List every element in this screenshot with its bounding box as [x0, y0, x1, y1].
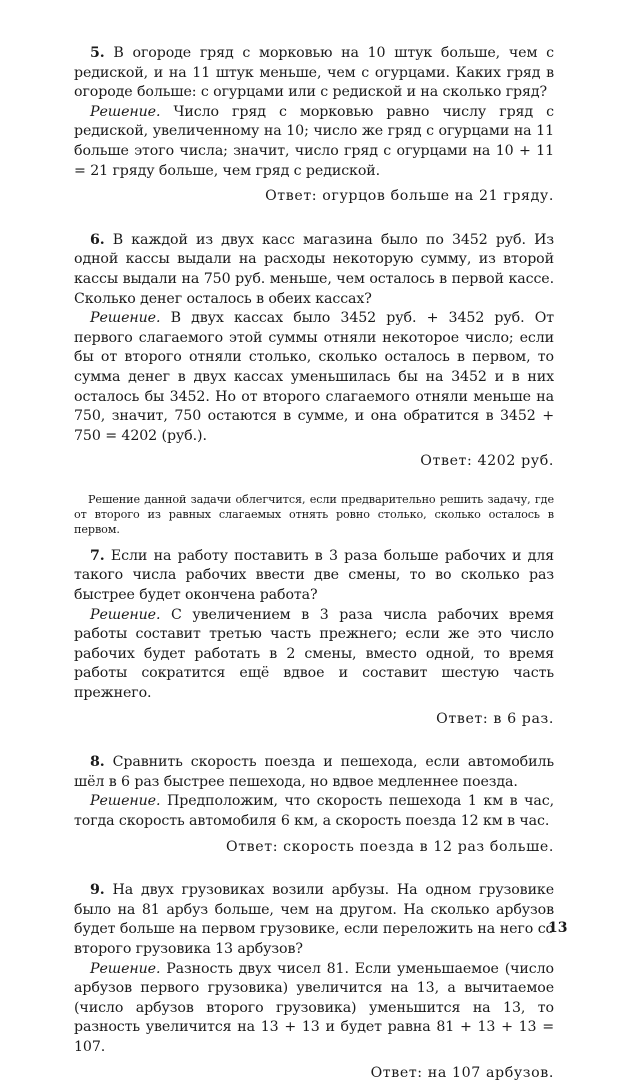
- solution-paragraph: [74, 606, 554, 704]
- solution-text: С увеличением в 3 раза числа рабочих время работы составит третью часть прежнего; если же это число рабочих будет работать в 2 смены, вместо одной, то время работы сократится ещё вдвое и составит шестую часть прежнего.: [74, 606, 554, 702]
- problem-8: [74, 753, 554, 857]
- page-number: 13: [548, 920, 568, 936]
- solution-paragraph: [74, 309, 554, 446]
- problem-statement: [74, 547, 554, 606]
- answer-line: Ответ: на 107 арбузов.: [370, 1064, 554, 1081]
- solution-text: Разность двух чисел 81. Если уменьшаемое (число арбузов первого грузовика) увеличится на 13, а вычитаемое (число арбузов второго грузовика) уменьшится на 13, то разность увеличится на 13 + 13 и будет равна 81 + 13 + 13 = 107.: [74, 960, 554, 1055]
- problem-statement: [74, 231, 554, 309]
- problem-5: [74, 44, 554, 207]
- problem-6: [74, 231, 554, 537]
- problem-text: На двух грузовиках возили арбузы. На одном грузовике было на 81 арбуз больше, чем на другом. На сколько арбузов будет больше на первом грузовике, если переложить на него со второго грузовика 13 арбузов?: [74, 882, 554, 957]
- solution-paragraph: [74, 792, 554, 831]
- problem-statement: [74, 753, 554, 792]
- problem-number: 6.: [90, 231, 105, 248]
- problem-statement: [74, 44, 554, 103]
- problem-number: 7.: [90, 547, 105, 564]
- solution-label: Решение.: [90, 606, 161, 623]
- solution-label: Решение.: [90, 310, 161, 327]
- problem-7: [74, 547, 554, 729]
- answer-line: Ответ: скорость поезда в 12 раз больше.: [225, 838, 554, 855]
- solution-label: Решение.: [90, 103, 161, 120]
- answer-line: Ответ: 4202 руб.: [420, 453, 554, 470]
- problem-number: 9.: [90, 882, 105, 899]
- page-content: [74, 44, 554, 1083]
- solution-text: Предположим, что скорость пешехода 1 км в час, тогда скорость автомобиля 6 км, а скорость поезда 12 км в час.: [74, 793, 554, 829]
- problem-number: 8.: [90, 754, 105, 771]
- problem-number: 5.: [90, 45, 105, 61]
- solution-paragraph: [74, 103, 554, 181]
- problem-text: Если на работу поставить в 3 раза больше рабочих и для такого числа рабочих ввести две смены, то во сколько раз быстрее будет окончена работа?: [74, 547, 554, 604]
- footnote-remark: Решение данной задачи облегчится, если предварительно решить задачу, где от второго из равных слагаемых отнять ровно столько, сколько осталось в первом.: [74, 492, 554, 536]
- solution-text: В двух кассах было 3452 руб. + 3452 руб. От первого слагаемого этой суммы отняли некоторое число; если бы от второго отняли столько, сколько осталось в первом, то сумма денег в двух кассах уменьшилась бы на 3452 и в них осталось бы 3452. Но от второго слагаемого отняли меньше на 750, значит, 750 остаются в сумме, и она обратится в 3452 + 750 = 4202 (руб.).: [74, 310, 554, 444]
- problem-statement: [74, 881, 554, 959]
- problem-text: В каждой из двух касс магазина было по 3452 руб. Из одной кассы выдали на расходы некоторую сумму, из второй кассы выдали на 750 руб. меньше, чем осталось в первой кассе. Сколько денег осталось в обеих кассах?: [74, 231, 554, 307]
- solution-label: Решение.: [90, 960, 161, 977]
- answer-line: Ответ: в 6 раз.: [436, 710, 554, 727]
- problem-text: В огороде гряд с морковью на 10 штук больше, чем с редиской, и на 11 штук меньше, чем с огурцами. Каких гряд в огороде больше: с огурцами или с редиской и на сколько гряд?: [74, 45, 554, 101]
- answer-line: Ответ: огурцов больше на 21 гряду.: [265, 188, 554, 205]
- solution-text: Число гряд с морковью равно числу гряд с редиской, увеличенному на 10; число же гряд с огурцами на 11 больше этого числа; значит, число гряд с огурцами на 10 + 11 = 21 гряду больше, чем гряд с редиской.: [74, 103, 554, 179]
- solution-label: Решение.: [90, 793, 161, 810]
- problem-9: [74, 881, 554, 1083]
- solution-paragraph: [74, 960, 554, 1058]
- problem-text: Сравнить скорость поезда и пешехода, если автомобиль шёл в 6 раз быстрее пешехода, но вдвое медленнее поезда.: [74, 754, 554, 790]
